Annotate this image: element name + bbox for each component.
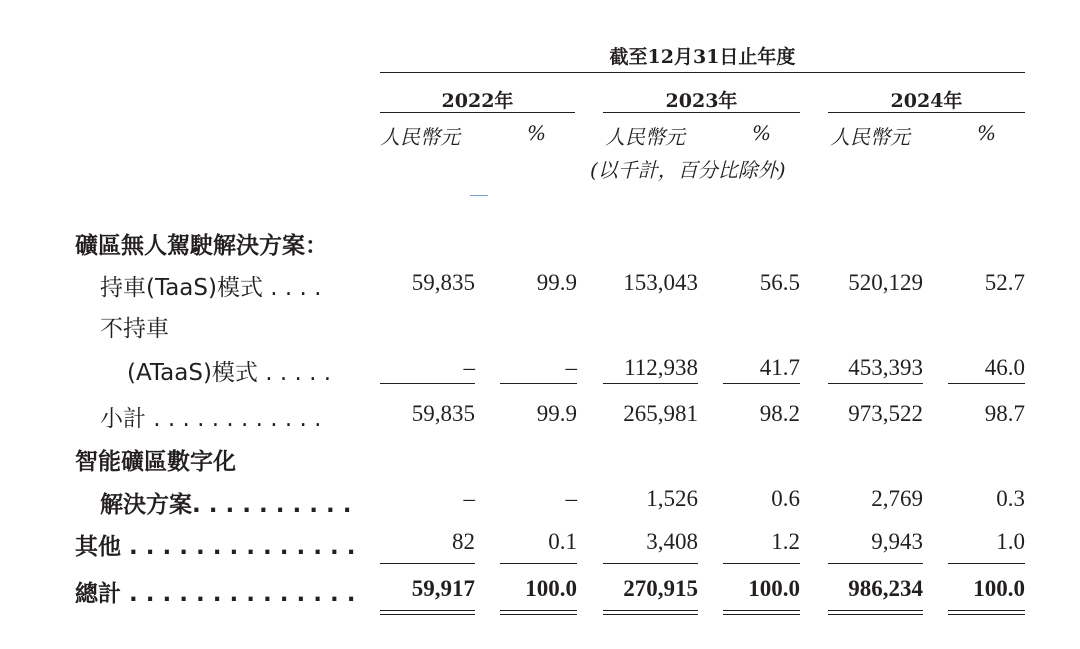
year-2023-header: 2023年	[665, 90, 738, 112]
total-2022-pct: 100.0	[525, 576, 577, 601]
total-rule	[828, 563, 923, 564]
unit-pct-2022: %	[527, 121, 547, 145]
ataas-label-line2: (ATaaS)模式 . . . . .	[127, 360, 332, 386]
subtotal-2024-pct: 98.7	[984, 401, 1025, 426]
subtotal-label: 小計 . . . . . . . . . . . .	[100, 406, 322, 432]
taas-2023-rmb: 153,043	[623, 270, 698, 295]
unit-pct-2023: %	[752, 121, 772, 145]
total-2023-pct: 100.0	[748, 576, 800, 601]
smart-mining-label-line2: 解決方案. . . . . . . . . .	[100, 492, 352, 518]
others-2024-rmb: 9,943	[871, 529, 923, 554]
unit-note: (以千計，百分比除外)	[590, 158, 786, 182]
subtotal-rule	[828, 383, 923, 384]
smart-mining-2023-rmb: 1,526	[646, 486, 698, 511]
total-rule	[723, 563, 800, 564]
taas-2022-pct: 99.9	[536, 270, 577, 295]
total-double-rule	[723, 610, 800, 615]
smart-mining-2024-rmb: 2,769	[871, 486, 923, 511]
subtotal-rule	[603, 383, 698, 384]
year-2022-rule	[380, 112, 575, 113]
subtotal-rule	[380, 383, 475, 384]
others-label: 其他 . . . . . . . . . . . . . .	[75, 534, 356, 560]
header-rule	[380, 72, 1025, 73]
subtotal-2022-rmb: 59,835	[411, 401, 475, 426]
total-label: 總計 . . . . . . . . . . . . . .	[75, 581, 356, 607]
total-2024-rmb: 986,234	[848, 576, 923, 601]
unit-rmb-2024: 人民幣元	[830, 125, 910, 149]
subtotal-2024-rmb: 973,522	[848, 401, 923, 426]
total-double-rule	[828, 610, 923, 615]
others-2023-rmb: 3,408	[646, 529, 698, 554]
total-rule	[948, 563, 1025, 564]
others-2023-pct: 1.2	[771, 529, 800, 554]
unit-rmb-2022: 人民幣元	[380, 125, 460, 149]
ataas-2024-rmb: 453,393	[848, 355, 923, 380]
ataas-label-line1: 不持車	[100, 316, 169, 342]
total-rule	[500, 563, 577, 564]
ataas-2023-rmb: 112,938	[624, 355, 698, 380]
smart-mining-2023-pct: 0.6	[771, 486, 800, 511]
total-2024-pct: 100.0	[973, 576, 1025, 601]
unit-rmb-2023: 人民幣元	[605, 125, 685, 149]
subtotal-rule	[948, 383, 1025, 384]
subtotal-rule	[723, 383, 800, 384]
others-2022-pct: 0.1	[548, 529, 577, 554]
blue-mark	[470, 195, 488, 196]
mining-autonomous-heading: 礦區無人駕駛解決方案：	[75, 233, 328, 259]
total-2022-rmb: 59,917	[411, 576, 475, 601]
period-header: 截至12月31日止年度	[609, 46, 796, 68]
total-rule	[603, 563, 698, 564]
others-2024-pct: 1.0	[996, 529, 1025, 554]
year-2024-rule	[828, 112, 1025, 113]
subtotal-2023-rmb: 265,981	[623, 401, 698, 426]
unit-pct-2024: %	[977, 121, 997, 145]
total-double-rule	[603, 610, 698, 615]
total-double-rule	[948, 610, 1025, 615]
smart-mining-2022-rmb: –	[463, 486, 475, 511]
subtotal-2023-pct: 98.2	[759, 401, 800, 426]
smart-mining-2022-pct: –	[565, 486, 577, 511]
ataas-2022-pct: –	[565, 355, 577, 380]
subtotal-2022-pct: 99.9	[536, 401, 577, 426]
year-2024-header: 2024年	[890, 90, 963, 112]
taas-2022-rmb: 59,835	[411, 270, 475, 295]
smart-mining-label-line1: 智能礦區數字化	[75, 449, 236, 475]
ataas-2022-rmb: –	[463, 355, 475, 380]
others-2022-rmb: 82	[452, 529, 475, 554]
ataas-2024-pct: 46.0	[984, 355, 1025, 380]
total-rule	[380, 563, 475, 564]
total-2023-rmb: 270,915	[623, 576, 698, 601]
taas-2024-pct: 52.7	[984, 270, 1025, 295]
ataas-2023-pct: 41.7	[759, 355, 800, 380]
year-2023-rule	[603, 112, 800, 113]
smart-mining-2024-pct: 0.3	[996, 486, 1025, 511]
taas-2024-rmb: 520,129	[848, 270, 923, 295]
taas-label: 持車(TaaS)模式 . . . .	[100, 275, 322, 301]
total-double-rule	[380, 610, 475, 615]
subtotal-rule	[500, 383, 577, 384]
total-double-rule	[500, 610, 577, 615]
year-2022-header: 2022年	[441, 90, 514, 112]
taas-2023-pct: 56.5	[759, 270, 800, 295]
